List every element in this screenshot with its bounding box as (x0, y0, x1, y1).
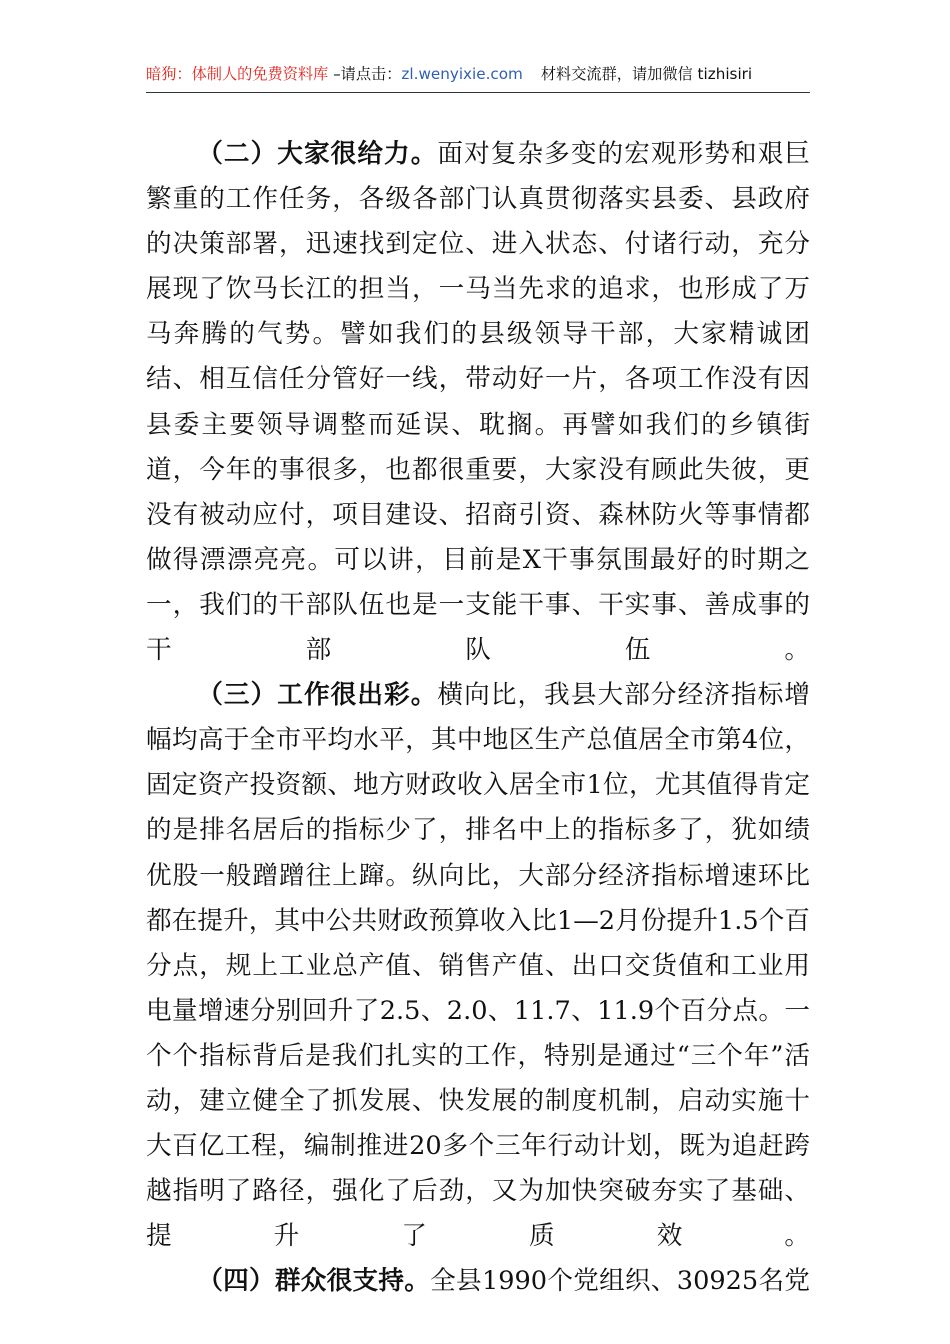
header-brand: 暗狗：体制人的免费资料库 (146, 65, 329, 83)
page-header (146, 62, 810, 93)
paragraph-heading: （四）群众很支持。 (197, 1266, 431, 1297)
paragraph-text: 全县1990个党组织、30925名党 (430, 1266, 810, 1297)
paragraph-heading: （三）工作很出彩。 (197, 680, 438, 711)
header-url-link[interactable]: zl.wenyixie.com (401, 65, 523, 83)
header-prompt: –请点击： (328, 65, 402, 83)
paragraph-text: 横向比，我县大部分经济指标增幅均高于全市平均水平，其中地区生产总值居全市第4位，固定资产投资额、地方财政收入居全市1位，尤其值得肯定的是排名居后的指标少了，排名中上的指标多了，犹如绩优股一般蹭蹭往上蹿。纵向比，大部分经济指标增速环比都在提升，其中公共财政预算收入比1—2月份提升1.5个百分点，规上工业总产值、销售产值、出口交货值和工业用电量增速分别回升了2.5、2.0、11.7、11.9个百分点。一个个指标背后是我们扎实的工作，特别是通过“三个年”活动，建立健全了抓发展、快发展的制度机制，启动实施十大百亿工程，编制推进20多个三年行动计划，既为追赶跨越指明了路径，强化了后劲，又为加快突破夯实了基础、提升了质效。 (146, 680, 810, 1252)
header-wechat-note: 材料交流群，请加微信 tizhisiri (540, 65, 753, 83)
paragraph-text: 面对复杂多变的宏观形势和艰巨繁重的工作任务，各级各部门认真贯彻落实县委、县政府的决策部署，迅速找到定位、进入状态、付诸行动，充分展现了饮马长江的担当，一马当先求的追求，也形成了万马奔腾的气势。譬如我们的县级领导干部，大家精诚团结、相互信任分管好一线，带动好一片，各项工作没有因县委主要领导调整而延误、耽搁。再譬如我们的乡镇街道，今年的事很多，也都很重要，大家没有顾此失彼，更没有被动应付，项目建设、招商引资、森林防火等事情都做得漂漂亮亮。可以讲，目前是X干事氛围最好的时期之一，我们的干部队伍也是一支能干事、干实事、善成事的干部队伍。 (146, 139, 810, 666)
document-body (146, 132, 810, 1304)
paragraph-three (146, 673, 810, 1259)
paragraph-two (146, 132, 810, 673)
paragraph-four (146, 1259, 810, 1304)
paragraph-heading: （二）大家很给力。 (197, 139, 438, 169)
